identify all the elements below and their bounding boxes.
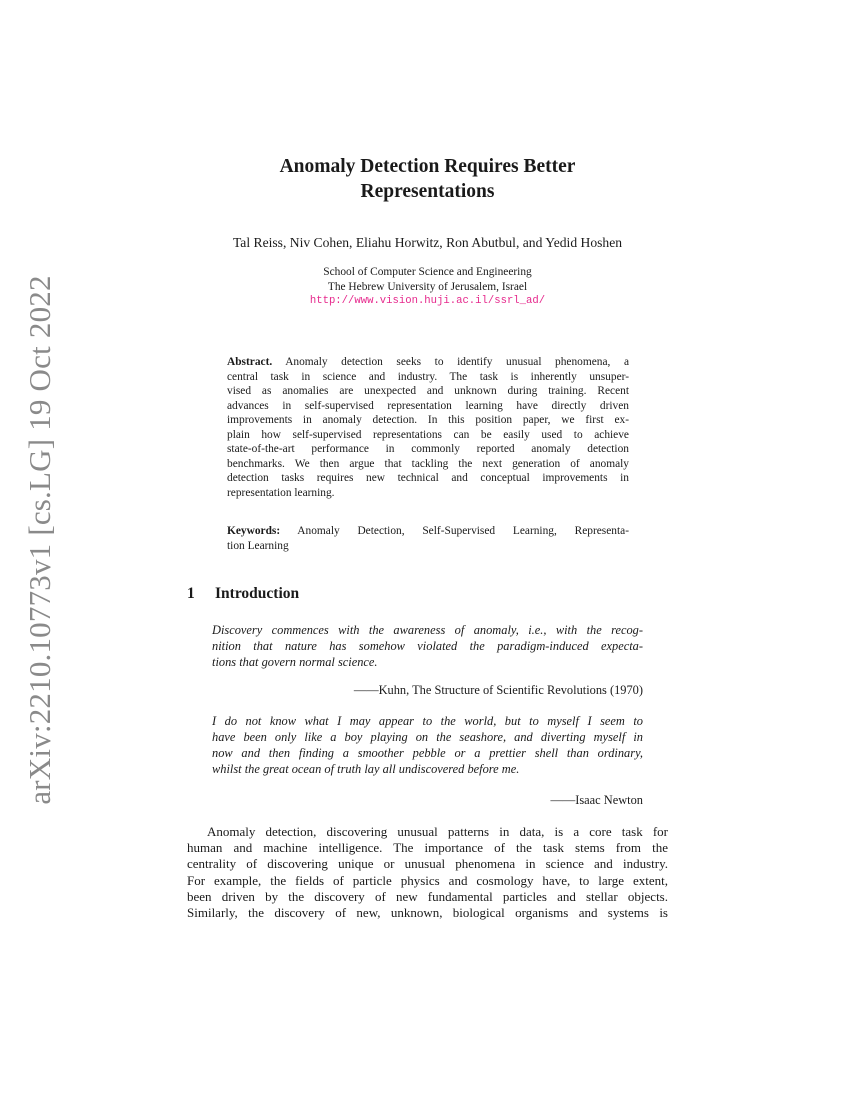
abstract-line: vised as anomalies are unexpected and unknown during training. Recent (227, 385, 629, 397)
project-url-link[interactable]: http://www.vision.huji.ac.il/ssrl_ad/ (309, 295, 546, 307)
epigraph-newton (212, 713, 643, 777)
arxiv-stamp (20, 275, 60, 805)
affiliation-university: The Hebrew University of Jerusalem, Israel (327, 280, 528, 293)
section-number: 1 (187, 585, 195, 602)
epigraph-kuhn (212, 622, 643, 670)
quote-line: Discovery commences with the awareness of anomaly, i.e., with the recog- (212, 623, 643, 637)
title-line-1: Anomaly Detection Requires Better (279, 156, 576, 177)
quote-line: now and then finding a smoother pebble or a prettier shell than ordinary, (212, 746, 643, 760)
abstract-line: detection tasks requires new technical and conceptual improvements in (227, 472, 629, 484)
abstract-line: plain how self-supervised representations can be easily used to achieve (227, 428, 629, 441)
abstract-line: central task in science and industry. The task is inherently unsuper- (227, 370, 629, 383)
abstract (227, 355, 629, 500)
quote-line: I do not know what I may appear to the world, but to myself I seem to (212, 714, 643, 728)
keywords-line: tion Learning (227, 539, 289, 552)
body-line: Similarly, the discovery of new, unknown, biological organisms and systems is (187, 905, 668, 921)
body-line: For example, the fields of particle physics and cosmology have, to large extent, (187, 872, 668, 888)
section-heading-introduction (187, 584, 299, 604)
quote-line: have been only like a boy playing on the seashore, and diverting myself in (212, 730, 643, 744)
abstract-line: improvements in anomaly detection. In this position paper, we first ex- (227, 414, 629, 426)
abstract-label: Abstract. (227, 356, 273, 368)
abstract-line: representation learning. (227, 486, 335, 499)
introduction-paragraph (187, 824, 668, 921)
abstract-line: Abstract. Anomaly detection seeks to identify unusual phenomena, a (227, 356, 629, 368)
epigraph-attribution-kuhn: ——Kuhn, The Structure of Scientific Revolutions (1970) (353, 683, 643, 697)
quote-line: tions that govern normal science. (212, 655, 378, 669)
body-line: Anomaly detection, discovering unusual patterns in data, is a core task for (207, 824, 668, 839)
epigraph-attribution-newton: ——Isaac Newton (550, 793, 643, 807)
abstract-line: advances in self-supervised representation learning have directly driven (227, 399, 629, 412)
keywords (227, 524, 629, 553)
affiliation (180, 265, 675, 309)
title-line-2: Representations (360, 181, 495, 202)
paper-title (180, 154, 675, 204)
author-list: Tal Reiss, Niv Cohen, Eliahu Horwitz, Ron Abutbul, and Yedid Hoshen (232, 235, 623, 250)
keywords-line: Keywords: Anomaly Detection, Self-Supervised Learning, Representa- (227, 525, 629, 537)
abstract-line: state-of-the-art performance in commonly reported anomaly detection (227, 443, 629, 455)
body-line: centrality of discovering unique or unusual phenomena in science and industry. (187, 856, 668, 872)
body-line: been driven by the discovery of new fundamental particles and stellar objects. (187, 888, 668, 904)
abstract-line: benchmarks. We then argue that tackling the next generation of anomaly (227, 457, 629, 470)
affiliation-school: School of Computer Science and Engineering (323, 266, 532, 278)
keywords-label: Keywords: (227, 525, 281, 537)
quote-line: nition that nature has somehow violated the paradigm-induced expecta- (212, 639, 643, 653)
quote-line: whilst the great ocean of truth lay all undiscovered before me. (212, 762, 520, 776)
section-title: Introduction (215, 585, 300, 602)
body-line: human and machine intelligence. The importance of the task stems from the (187, 840, 668, 856)
arxiv-stamp-text: arXiv:2210.10773v1 [cs.LG] 19 Oct 2022 (22, 275, 57, 805)
